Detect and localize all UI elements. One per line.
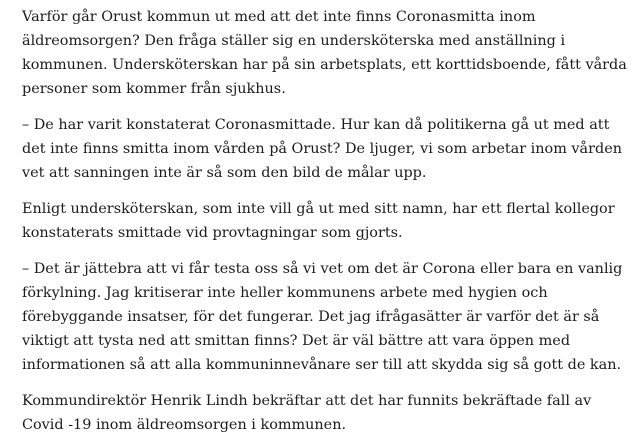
article-paragraph-5 bbox=[22, 389, 637, 437]
paragraph-line: förkylning. Jag kritiserar inte heller kommunens arbete med hygien och bbox=[22, 285, 548, 301]
article-paragraph-1 bbox=[22, 5, 637, 101]
article-paragraph-2 bbox=[22, 113, 637, 185]
paragraph-line: informationen så att alla kommuninnevånare ser till att skydda sig så gott de kan. bbox=[22, 357, 622, 373]
paragraph-line: Enligt undersköterskan, som inte vill gå ut med sitt namn, har ett flertal kollegor bbox=[22, 201, 615, 217]
paragraph-line: äldreomsorgen? Den fråga ställer sig en undersköterska med anställning i bbox=[22, 33, 566, 49]
paragraph-line: kommunen. Undersköterskan har på sin arbetsplats, ett korttidsboende, fått vårda bbox=[22, 57, 627, 73]
paragraph-line: Varför går Orust kommun ut med att det inte finns Coronasmitta inom bbox=[22, 9, 536, 25]
article-paragraph-4 bbox=[22, 257, 637, 377]
paragraph-line: viktigt att tysta ned att smittan finns? Det är väl bättre att vara öppen med bbox=[22, 333, 571, 349]
paragraph-line: personer som kommer från sjukhus. bbox=[22, 81, 286, 97]
article-paragraph-3 bbox=[22, 197, 637, 245]
paragraph-line: Kommundirektör Henrik Lindh bekräftar att det har funnits bekräftade fall av bbox=[22, 393, 592, 409]
paragraph-line: vet att sanningen inte är så som den bild de målar upp. bbox=[22, 165, 427, 181]
paragraph-line: – De har varit konstaterat Coronasmittade. Hur kan då politikerna gå ut med att bbox=[22, 117, 610, 133]
paragraph-line: förebyggande insatser, för det fungerar. Det jag ifrågasätter är varför det är så bbox=[22, 309, 600, 325]
paragraph-line: Covid -19 inom äldreomsorgen i kommunen. bbox=[22, 417, 347, 433]
paragraph-line: konstaterats smittade vid provtagningar som gjorts. bbox=[22, 225, 403, 241]
paragraph-line: – Det är jättebra att vi får testa oss så vi vet om det är Corona eller bara en vanlig bbox=[22, 261, 623, 277]
paragraph-line: det inte finns smitta inom vården på Orust? De ljuger, vi som arbetar inom vården bbox=[22, 141, 623, 157]
